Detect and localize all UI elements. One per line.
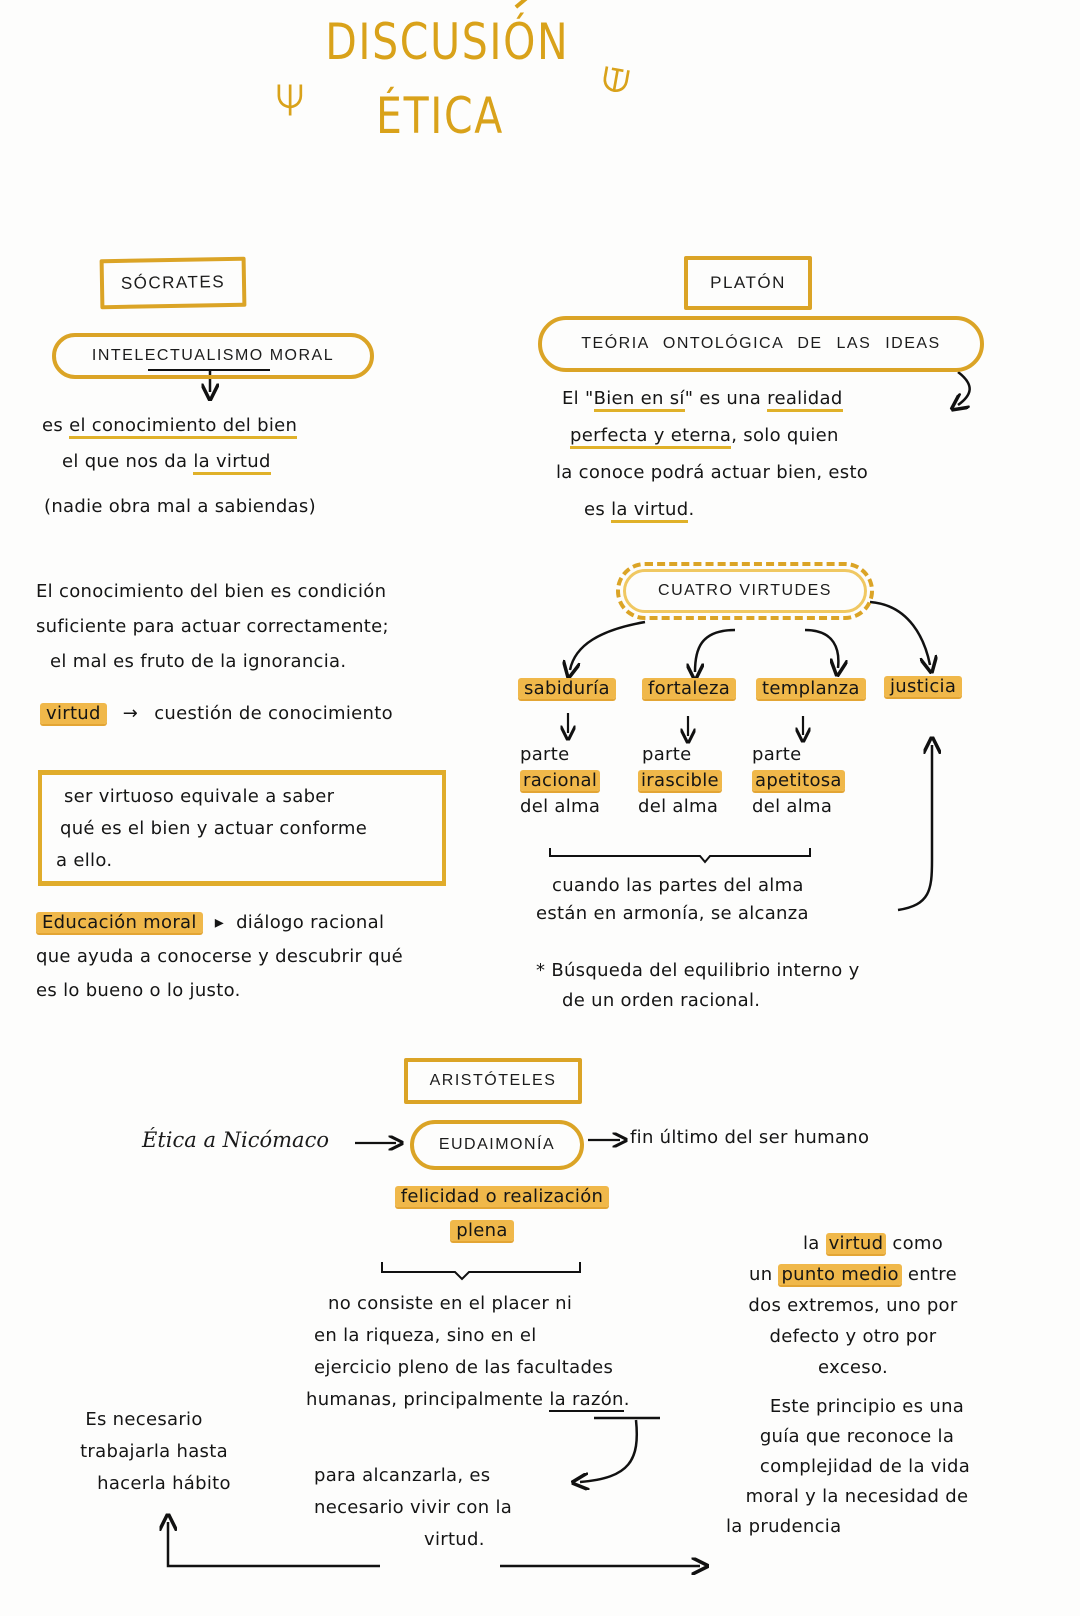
socrates-education: Educación moral ▸ diálogo racional que ayuda a conocerse y descubrir qué es lo bueno o lo justo. (36, 912, 404, 1001)
socrates-paragraph: El conocimiento del bien es condición suficiente para actuar correctamente; el mal es fruto de la ignorancia. (36, 581, 389, 672)
socrates-definition: es el conocimiento del bien (42, 410, 297, 442)
platon-description: El "Bien en sí" es una realidad perfecta y eterna, solo quien la conoce podrá actuar bien, esto es la virtud. (562, 380, 868, 528)
aristoteles-heading: ARISTÓTELES (429, 1072, 557, 1089)
eudaimonia-meaning: felicidad o realización plena (372, 1180, 632, 1248)
reach-text: para alcanzarla, es necesario vivir con la virtud. (314, 1465, 513, 1550)
platon-concept-pill (538, 316, 984, 372)
title-line-1: DISCUSIÓN (325, 13, 570, 71)
socrates-definition-line2: el que nos da la virtud (62, 446, 271, 478)
socrates-heading: SÓCRATES (120, 272, 226, 293)
eudaimonia-pill (410, 1120, 584, 1170)
principle-text: Este principio es una guía que reconoce la complejidad de la vida moral y la necesidad de la prudencia (726, 1396, 971, 1537)
soul-part-racional: parte racional del alma (520, 744, 601, 817)
aristoteles-goal: fin último del ser humano (630, 1127, 870, 1148)
underlined-phrase: la virtud (193, 451, 270, 475)
harmony-text: cuando las partes del alma están en armonía, se alcanza (536, 875, 809, 924)
soul-part-apetitosa: parte apetitosa del alma (752, 742, 845, 820)
title-deco-right-icon: ⋻ (592, 61, 638, 99)
socrates-concept-pill (52, 333, 374, 379)
virtue-justicia: justicia (884, 671, 962, 703)
aristoteles-heading-box (404, 1058, 582, 1104)
virtue-fortaleza: fortaleza (642, 673, 736, 705)
virtues-cloud (616, 562, 874, 620)
title-deco-left-icon: ⋺ (269, 83, 309, 117)
eudaimonia-concept: EUDAIMONÍA (438, 1136, 556, 1153)
underlined-phrase: el conocimiento del bien (69, 415, 297, 439)
habit-text: Es necesario trabajarla hasta hacerla hábito (80, 1409, 231, 1494)
virtud-highlight: virtud (40, 703, 107, 724)
triangle-marker-icon: ▸ (214, 912, 225, 933)
aristoteles-work: Ética a Nicómaco (142, 1128, 329, 1152)
eudaimonia-explanation: no consiste en el placer ni en la riqueza, sino en el ejercicio pleno de las facultades humanas, principalmente la razón. (306, 1293, 630, 1410)
arrow-right-icon: → (122, 703, 139, 724)
socrates-key-box: ser virtuoso equivale a saber qué es el bien y actuar conforme a ello. (38, 770, 446, 886)
mean-text: la virtud como un punto medio entre dos extremos, uno por defecto y otro por exceso. (748, 1233, 958, 1378)
platon-heading-box (684, 256, 812, 310)
platon-concept: TEÓRIA ONTOLÓGICA DE LAS IDEAS (581, 335, 941, 352)
platon-heading: PLATÓN (710, 273, 786, 292)
virtue-templanza: templanza (756, 673, 866, 705)
education-highlight: Educación moral (36, 912, 203, 933)
platon-note: * Búsqueda del equilibrio interno y de un orden racional. (536, 960, 860, 1011)
socrates-aside: (nadie obra mal a sabiendas) (44, 496, 316, 517)
socrates-concept: INTELECTUALISMO MORAL (91, 347, 335, 364)
socrates-heading-box (100, 257, 247, 310)
virtues-title: CUATRO VIRTUDES (658, 582, 832, 599)
soul-part-irascible: parte irascible del alma (638, 742, 722, 820)
virtue-sabiduria: sabiduría (518, 673, 616, 705)
title-line-2: ÉTICA (376, 87, 504, 145)
socrates-virtud-line: virtud → cuestión de conocimiento (40, 698, 393, 730)
